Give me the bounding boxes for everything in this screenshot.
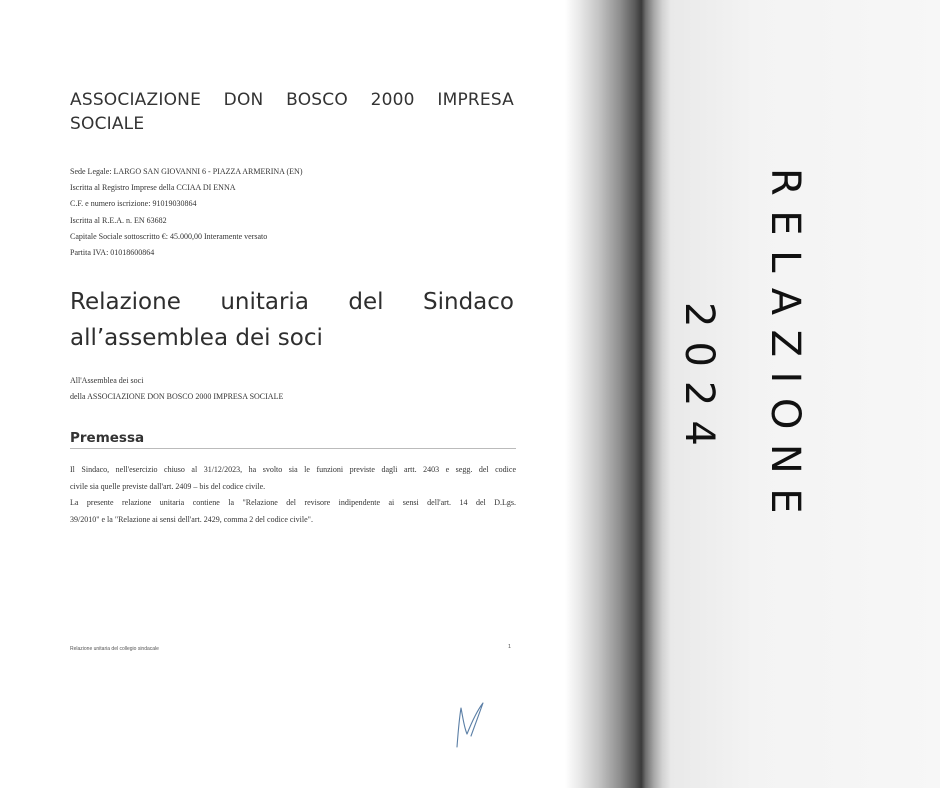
section-body <box>70 462 516 528</box>
addressee-line: della ASSOCIAZIONE DON BOSCO 2000 IMPRESA SOCIALE <box>70 392 284 401</box>
body-line: civile sia quelle previste dall'art. 2409 – bis del codice civile. <box>70 481 266 491</box>
page-number: 1 <box>508 644 512 650</box>
cover-title-vertical: RELAZIONE <box>762 168 808 529</box>
addressee <box>70 373 510 405</box>
footer-caption: Relazione unitaria del collegio sindacale <box>70 646 159 652</box>
body-line: Il Sindaco, nell'esercizio chiuso al 31/12/2023, ha svolto sia le funzioni previste dagli artt. 2403 e segg. del codice <box>70 465 516 474</box>
registry-line: C.F. e numero iscrizione: 91019030864 <box>70 199 197 209</box>
section-heading: Premessa <box>70 430 516 449</box>
registry-line: Iscritta al Registro Imprese della CCIAA DI ENNA <box>70 183 236 193</box>
signature-mark <box>452 700 498 750</box>
report-title: Relazione unitaria del Sindaco all’assemblea dei soci <box>70 289 514 351</box>
body-line: La presente relazione unitaria contiene la "Relazione del revisore indipendente ai sensi dell'art. 14 del D.Lgs. <box>70 498 516 507</box>
company-name: ASSOCIAZIONE DON BOSCO 2000 IMPRESA SOCIALE <box>70 90 514 134</box>
binding-spine <box>565 0 671 788</box>
body-line: 39/2010" e la "Relazione ai sensi dell'art. 2429, comma 2 del codice civile". <box>70 514 313 524</box>
registry-line: Partita IVA: 01018600864 <box>70 248 155 258</box>
registry-line: Capitale Sociale sottoscritto €: 45.000,00 Interamente versato <box>70 231 268 241</box>
cover-year-vertical: 2024 <box>676 302 722 460</box>
registry-line: Sede Legale: LARGO SAN GIOVANNI 6 - PIAZZA ARMERINA (EN) <box>70 167 303 176</box>
addressee-line: All'Assemblea dei soci <box>70 376 144 385</box>
registry-line: Iscritta al R.E.A. n. EN 63682 <box>70 215 167 225</box>
registry-info <box>70 164 510 261</box>
